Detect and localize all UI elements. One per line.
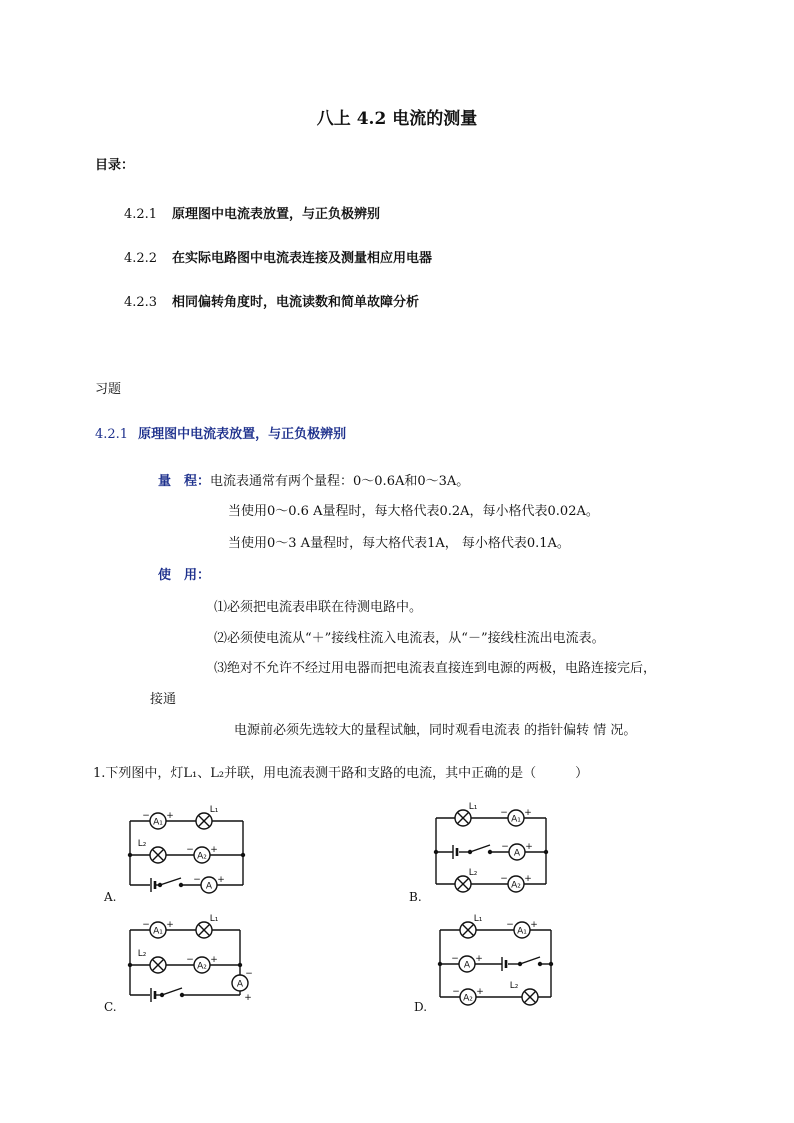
switch-lever: [162, 988, 182, 995]
terminal-sign: +: [475, 954, 483, 964]
terminal-sign: +: [166, 920, 174, 930]
terminal-sign: −: [186, 845, 194, 855]
lamp-label: L₁: [473, 914, 483, 924]
junction-dot: [241, 853, 245, 857]
range-text: 电流表通常有两个量程：0～0.6A和0～3A。: [210, 474, 470, 489]
terminal-sign: −: [193, 875, 201, 885]
terminal-sign: −: [245, 969, 253, 979]
ammeter-label: A₂: [463, 993, 473, 1004]
junction-dot: [434, 850, 438, 854]
junction-dot: [179, 883, 183, 887]
ammeter-label: A₁: [153, 926, 163, 937]
terminal-sign: −: [142, 920, 150, 930]
usage-item-2: ⑵必须使电流从“＋”接线柱流入电流表，从“－”接线柱流出电流表。: [214, 631, 605, 646]
section-title: 原理图中电流表放置，与正负极辨别: [138, 427, 347, 442]
junction-dot: [438, 962, 442, 966]
terminal-sign: +: [524, 808, 532, 818]
terminal-sign: +: [530, 920, 538, 930]
usage-item-3-tail: 电源前必须先选较大的量程试触，同时观看电流表 的指针偏转 情 况。: [234, 723, 637, 738]
section-number: 4.2.1: [95, 427, 129, 442]
range-line-3: 当使用0～3 A量程时，每大格代表1A， 每小格代表0.1A。: [228, 536, 570, 551]
junction-dot: [544, 850, 548, 854]
range-label: 量 程：: [158, 474, 211, 489]
terminal-sign: +: [210, 955, 218, 965]
option-c-label[interactable]: C.: [104, 1000, 117, 1014]
toc-number: 4.2.2: [124, 251, 158, 266]
ammeter-label: A: [205, 881, 213, 892]
junction-dot: [180, 993, 184, 997]
junction-dot: [238, 963, 242, 967]
ammeter-label: A: [513, 848, 521, 859]
junction-dot: [538, 962, 542, 966]
option-d-label[interactable]: D.: [414, 1000, 428, 1014]
terminal-sign: −: [452, 987, 460, 997]
terminal-sign: −: [500, 874, 508, 884]
toc-text: 相同偏转角度时，电流读数和简单故障分析: [172, 295, 420, 310]
ammeter-label: A₂: [197, 851, 207, 862]
range-line-2: 当使用0～0.6 A量程时，每大格代表0.2A，每小格代表0.02A。: [228, 504, 599, 519]
ammeter-label: A: [463, 960, 471, 971]
toc-text: 原理图中电流表放置，与正负极辨别: [172, 207, 381, 222]
terminal-sign: −: [186, 955, 194, 965]
ammeter-label: A₂: [511, 880, 521, 891]
terminal-sign: −: [142, 811, 150, 821]
terminal-sign: −: [451, 954, 459, 964]
lamp-label: L₂: [137, 839, 147, 849]
lamp-label: L₂: [509, 981, 519, 991]
lamp-label: L₁: [468, 802, 478, 812]
question-text: 1.下列图中，灯L₁、L₂并联，用电流表测干路和支路的电流，其中正确的是（ ）: [93, 766, 589, 781]
terminal-sign: +: [210, 845, 218, 855]
terminal-sign: −: [501, 842, 509, 852]
lamp-label: L₂: [137, 949, 147, 959]
lamp-label: L₁: [209, 805, 219, 815]
junction-dot: [128, 963, 132, 967]
terminal-sign: +: [217, 875, 225, 885]
terminal-sign: +: [244, 993, 252, 1003]
ammeter-label: A₁: [153, 817, 163, 828]
lamp-label: L₁: [209, 914, 219, 924]
usage-item-3-cont: 接通: [150, 692, 177, 707]
page-title: 八上 4.2 电流的测量: [316, 109, 478, 129]
toc-text: 在实际电路图中电流表连接及测量相应用电器: [172, 251, 433, 266]
switch-lever: [520, 957, 540, 964]
usage-label: 使 用：: [158, 568, 211, 583]
junction-dot: [549, 962, 553, 966]
switch-lever: [160, 878, 181, 885]
toc-heading: 目录：: [95, 158, 135, 173]
toc-number: 4.2.3: [124, 295, 158, 310]
option-a-label[interactable]: A.: [104, 890, 117, 904]
terminal-sign: +: [525, 842, 533, 852]
ammeter-label: A₂: [197, 961, 207, 972]
ammeter-label: A₁: [511, 814, 521, 825]
junction-dot: [488, 850, 492, 854]
option-b-label[interactable]: B.: [409, 890, 422, 904]
usage-item-3: ⑶绝对不允许不经过用电器而把电流表直接连到电源的两极，电路连接完后，: [214, 661, 657, 676]
ammeter-label: A₁: [517, 926, 527, 937]
exercises-heading: 习题: [95, 382, 122, 397]
switch-lever: [470, 845, 490, 852]
terminal-sign: +: [166, 811, 174, 821]
terminal-sign: +: [476, 987, 484, 997]
toc-number: 4.2.1: [124, 207, 158, 222]
usage-item-1: ⑴必须把电流表串联在待测电路中。: [214, 600, 423, 615]
terminal-sign: −: [506, 920, 514, 930]
junction-dot: [128, 853, 132, 857]
terminal-sign: +: [524, 874, 532, 884]
lamp-label: L₂: [468, 868, 478, 878]
terminal-sign: −: [500, 808, 508, 818]
ammeter-label: A: [236, 979, 244, 990]
